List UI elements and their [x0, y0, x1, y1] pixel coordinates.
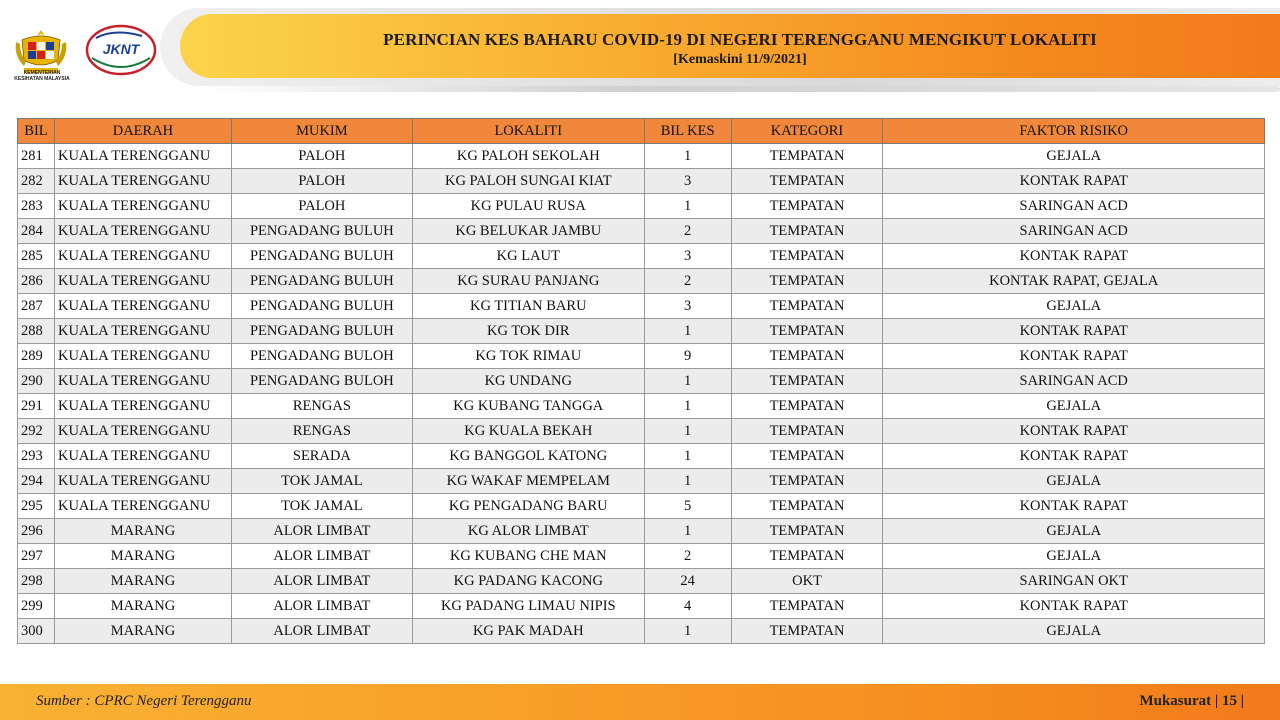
cell-lokaliti: KG KUBANG CHE MAN: [412, 544, 644, 569]
cell-daerah: MARANG: [54, 594, 231, 619]
table-row: [18, 369, 1265, 394]
cell-faktor-risiko: SARINGAN ACD: [883, 194, 1265, 219]
cell-lokaliti: KG PAK MADAH: [412, 619, 644, 644]
cell-bil: 285: [18, 244, 55, 269]
column-header-faktor-risiko: FAKTOR RISIKO: [883, 119, 1265, 144]
cell-daerah: KUALA TERENGGANU: [54, 244, 231, 269]
cell-bil: 282: [18, 169, 55, 194]
cell-daerah: KUALA TERENGGANU: [54, 219, 231, 244]
cell-kategori: TEMPATAN: [731, 519, 883, 544]
cell-faktor-risiko: KONTAK RAPAT: [883, 169, 1265, 194]
cell-kategori: TEMPATAN: [731, 494, 883, 519]
cell-lokaliti: KG KUBANG TANGGA: [412, 394, 644, 419]
cell-lokaliti: KG PADANG LIMAU NIPIS: [412, 594, 644, 619]
cell-bil-kes: 3: [644, 169, 731, 194]
cell-daerah: MARANG: [54, 544, 231, 569]
cell-faktor-risiko: GEJALA: [883, 294, 1265, 319]
cell-kategori: TEMPATAN: [731, 244, 883, 269]
table-row: [18, 394, 1265, 419]
cell-kategori: TEMPATAN: [731, 394, 883, 419]
cell-daerah: KUALA TERENGGANU: [54, 344, 231, 369]
cell-bil: 290: [18, 369, 55, 394]
column-header-daerah: DAERAH: [54, 119, 231, 144]
cell-mukim: SERADA: [231, 444, 412, 469]
cell-bil: 286: [18, 269, 55, 294]
jknt-logo: [84, 24, 158, 76]
cell-bil: 294: [18, 469, 55, 494]
cell-kategori: TEMPATAN: [731, 544, 883, 569]
table-row: [18, 219, 1265, 244]
cell-mukim: PENGADANG BULOH: [231, 369, 412, 394]
cell-daerah: KUALA TERENGGANU: [54, 269, 231, 294]
cell-kategori: TEMPATAN: [731, 344, 883, 369]
cell-daerah: KUALA TERENGGANU: [54, 144, 231, 169]
cell-mukim: PENGADANG BULUH: [231, 219, 412, 244]
cell-faktor-risiko: GEJALA: [883, 469, 1265, 494]
cell-bil: 298: [18, 569, 55, 594]
cell-bil-kes: 5: [644, 494, 731, 519]
cell-mukim: TOK JAMAL: [231, 469, 412, 494]
cell-faktor-risiko: GEJALA: [883, 144, 1265, 169]
table-row: [18, 619, 1265, 644]
header-swoosh-line: [200, 86, 1280, 92]
cell-lokaliti: KG WAKAF MEMPELAM: [412, 469, 644, 494]
cell-daerah: KUALA TERENGGANU: [54, 419, 231, 444]
cell-daerah: KUALA TERENGGANU: [54, 194, 231, 219]
cell-bil-kes: 3: [644, 294, 731, 319]
cell-bil-kes: 4: [644, 594, 731, 619]
cell-daerah: KUALA TERENGGANU: [54, 494, 231, 519]
cell-lokaliti: KG TITIAN BARU: [412, 294, 644, 319]
cell-kategori: TEMPATAN: [731, 369, 883, 394]
cell-bil: 291: [18, 394, 55, 419]
cell-bil: 281: [18, 144, 55, 169]
cell-kategori: TEMPATAN: [731, 194, 883, 219]
cell-lokaliti: KG ALOR LIMBAT: [412, 519, 644, 544]
cell-mukim: PENGADANG BULUH: [231, 294, 412, 319]
cell-bil: 296: [18, 519, 55, 544]
cell-bil: 287: [18, 294, 55, 319]
cell-bil: 300: [18, 619, 55, 644]
cell-mukim: PENGADANG BULUH: [231, 269, 412, 294]
cell-mukim: RENGAS: [231, 419, 412, 444]
cell-kategori: TEMPATAN: [731, 619, 883, 644]
table-row: [18, 569, 1265, 594]
cell-lokaliti: KG PADANG KACONG: [412, 569, 644, 594]
cell-daerah: MARANG: [54, 619, 231, 644]
cell-bil-kes: 1: [644, 194, 731, 219]
cell-bil: 289: [18, 344, 55, 369]
footer-bar: [0, 684, 1280, 720]
cell-daerah: KUALA TERENGGANU: [54, 394, 231, 419]
cell-mukim: ALOR LIMBAT: [231, 569, 412, 594]
cell-faktor-risiko: KONTAK RAPAT: [883, 494, 1265, 519]
table-row: [18, 469, 1265, 494]
cell-mukim: PALOH: [231, 169, 412, 194]
cell-faktor-risiko: KONTAK RAPAT, GEJALA: [883, 269, 1265, 294]
cell-kategori: TEMPATAN: [731, 169, 883, 194]
cell-mukim: PENGADANG BULUH: [231, 319, 412, 344]
cell-lokaliti: KG KUALA BEKAH: [412, 419, 644, 444]
cell-mukim: ALOR LIMBAT: [231, 519, 412, 544]
cell-daerah: KUALA TERENGGANU: [54, 369, 231, 394]
header: [0, 0, 1280, 100]
column-header-bil-kes: BIL KES: [644, 119, 731, 144]
cell-bil-kes: 1: [644, 394, 731, 419]
source-note: Sumber : CPRC Negeri Terengganu: [36, 693, 252, 709]
cell-daerah: KUALA TERENGGANU: [54, 294, 231, 319]
cell-daerah: KUALA TERENGGANU: [54, 444, 231, 469]
cases-table: [17, 118, 1265, 644]
cell-kategori: OKT: [731, 569, 883, 594]
cell-bil-kes: 2: [644, 544, 731, 569]
cell-mukim: PENGADANG BULUH: [231, 244, 412, 269]
cell-bil-kes: 2: [644, 219, 731, 244]
cell-lokaliti: KG PULAU RUSA: [412, 194, 644, 219]
cell-bil-kes: 24: [644, 569, 731, 594]
cell-faktor-risiko: KONTAK RAPAT: [883, 244, 1265, 269]
cell-kategori: TEMPATAN: [731, 469, 883, 494]
cell-lokaliti: KG TOK DIR: [412, 319, 644, 344]
table-row: [18, 494, 1265, 519]
cell-faktor-risiko: KONTAK RAPAT: [883, 319, 1265, 344]
cell-bil: 288: [18, 319, 55, 344]
kkm-logo-text: KEMENTERIAN KESIHATAN MALAYSIA: [14, 70, 70, 82]
cell-faktor-risiko: KONTAK RAPAT: [883, 444, 1265, 469]
cell-bil: 284: [18, 219, 55, 244]
cell-lokaliti: KG UNDANG: [412, 369, 644, 394]
cell-lokaliti: KG SURAU PANJANG: [412, 269, 644, 294]
cell-lokaliti: KG BANGGOL KATONG: [412, 444, 644, 469]
cell-faktor-risiko: KONTAK RAPAT: [883, 344, 1265, 369]
column-header-mukim: MUKIM: [231, 119, 412, 144]
table-row: [18, 269, 1265, 294]
table-row: [18, 294, 1265, 319]
cell-faktor-risiko: KONTAK RAPAT: [883, 419, 1265, 444]
cell-mukim: PENGADANG BULOH: [231, 344, 412, 369]
cell-lokaliti: KG BELUKAR JAMBU: [412, 219, 644, 244]
cell-bil-kes: 1: [644, 444, 731, 469]
cell-faktor-risiko: GEJALA: [883, 394, 1265, 419]
cell-kategori: TEMPATAN: [731, 319, 883, 344]
cell-mukim: ALOR LIMBAT: [231, 619, 412, 644]
cell-bil-kes: 3: [644, 244, 731, 269]
cell-bil: 295: [18, 494, 55, 519]
column-header-bil: BIL: [18, 119, 55, 144]
cell-kategori: TEMPATAN: [731, 144, 883, 169]
table-row: [18, 544, 1265, 569]
cell-mukim: TOK JAMAL: [231, 494, 412, 519]
table-row: [18, 419, 1265, 444]
cell-kategori: TEMPATAN: [731, 444, 883, 469]
table-row: [18, 444, 1265, 469]
cell-bil-kes: 1: [644, 419, 731, 444]
cell-faktor-risiko: KONTAK RAPAT: [883, 594, 1265, 619]
table-header-row: [18, 119, 1265, 144]
table-row: [18, 319, 1265, 344]
page-number: Mukasurat | 15 |: [1139, 693, 1244, 709]
cell-bil-kes: 1: [644, 369, 731, 394]
jknt-logo-text: JKNT: [102, 41, 140, 57]
cell-kategori: TEMPATAN: [731, 594, 883, 619]
cell-daerah: MARANG: [54, 519, 231, 544]
cell-daerah: KUALA TERENGGANU: [54, 169, 231, 194]
cell-daerah: KUALA TERENGGANU: [54, 469, 231, 494]
cell-mukim: ALOR LIMBAT: [231, 594, 412, 619]
cell-kategori: TEMPATAN: [731, 269, 883, 294]
table-row: [18, 144, 1265, 169]
cell-mukim: PALOH: [231, 144, 412, 169]
cell-bil-kes: 9: [644, 344, 731, 369]
column-header-kategori: KATEGORI: [731, 119, 883, 144]
cell-bil: 299: [18, 594, 55, 619]
page-subtitle: [Kemaskini 11/9/2021]: [673, 52, 807, 67]
cell-faktor-risiko: GEJALA: [883, 619, 1265, 644]
column-header-lokaliti: LOKALITI: [412, 119, 644, 144]
table-row: [18, 169, 1265, 194]
cell-bil-kes: 1: [644, 469, 731, 494]
page-title: PERINCIAN KES BAHARU COVID-19 DI NEGERI TERENGGANU MENGIKUT LOKALITI: [383, 30, 1097, 49]
cell-faktor-risiko: GEJALA: [883, 519, 1265, 544]
cell-bil: 293: [18, 444, 55, 469]
table-body: [18, 144, 1265, 644]
cell-mukim: ALOR LIMBAT: [231, 544, 412, 569]
cell-faktor-risiko: GEJALA: [883, 544, 1265, 569]
table-row: [18, 519, 1265, 544]
cell-kategori: TEMPATAN: [731, 294, 883, 319]
cell-lokaliti: KG PENGADANG BARU: [412, 494, 644, 519]
cell-bil: 283: [18, 194, 55, 219]
table-row: [18, 244, 1265, 269]
table-row: [18, 594, 1265, 619]
cell-lokaliti: KG LAUT: [412, 244, 644, 269]
cell-bil-kes: 1: [644, 519, 731, 544]
cell-faktor-risiko: SARINGAN OKT: [883, 569, 1265, 594]
cell-daerah: KUALA TERENGGANU: [54, 319, 231, 344]
cell-lokaliti: KG PALOH SUNGAI KIAT: [412, 169, 644, 194]
cell-kategori: TEMPATAN: [731, 419, 883, 444]
cell-bil-kes: 1: [644, 619, 731, 644]
table-row: [18, 194, 1265, 219]
cell-bil: 297: [18, 544, 55, 569]
cell-bil-kes: 1: [644, 144, 731, 169]
cell-kategori: TEMPATAN: [731, 219, 883, 244]
cell-bil-kes: 2: [644, 269, 731, 294]
cell-lokaliti: KG PALOH SEKOLAH: [412, 144, 644, 169]
cell-mukim: RENGAS: [231, 394, 412, 419]
table-row: [18, 344, 1265, 369]
cell-bil-kes: 1: [644, 319, 731, 344]
cell-lokaliti: KG TOK RIMAU: [412, 344, 644, 369]
cell-bil: 292: [18, 419, 55, 444]
cell-mukim: PALOH: [231, 194, 412, 219]
cell-faktor-risiko: SARINGAN ACD: [883, 219, 1265, 244]
cell-daerah: MARANG: [54, 569, 231, 594]
cell-faktor-risiko: SARINGAN ACD: [883, 369, 1265, 394]
